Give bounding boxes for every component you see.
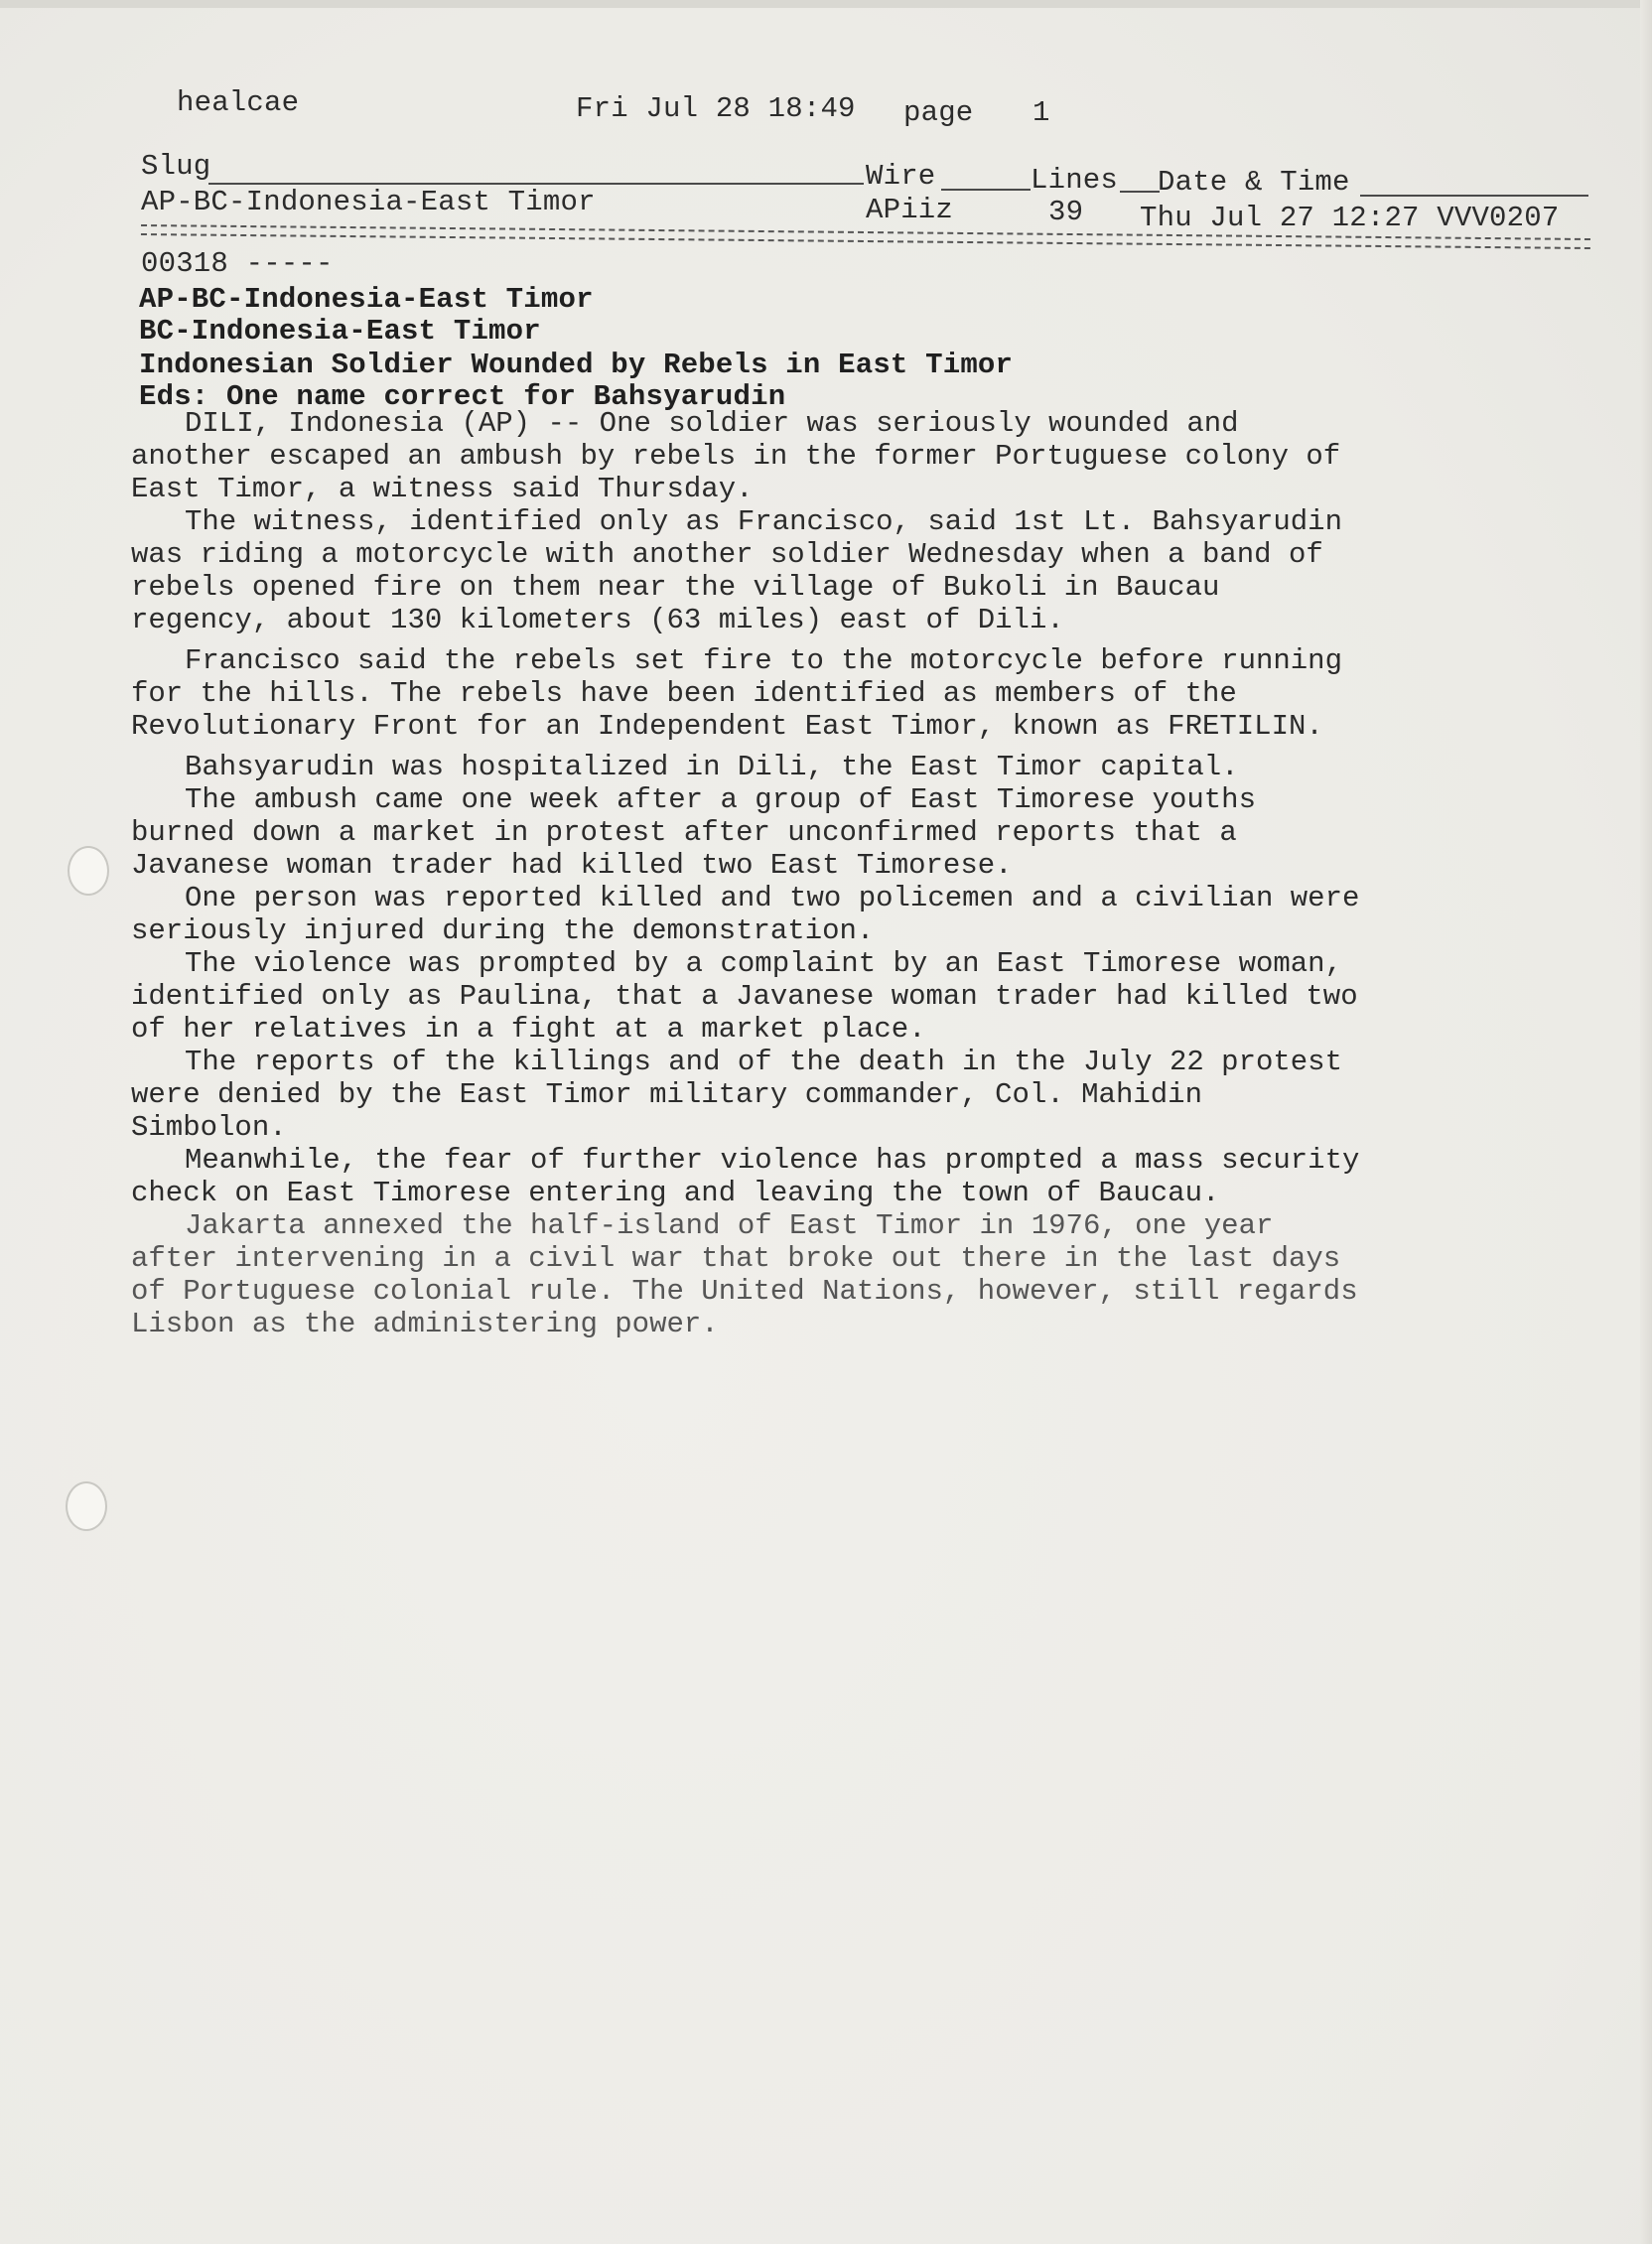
punch-hole — [68, 846, 109, 896]
story-slug-line-1: AP-BC-Indonesia-East Timor — [139, 283, 594, 316]
story-paragraph: The reports of the killings and of the death in the July 22 protest were denied by the East Timor military commander, Col. Mahidin Simbolon. — [131, 1046, 1342, 1144]
header-page-number: 1 — [1032, 96, 1050, 129]
story-paragraph: Jakarta annexed the half-island of East Timor in 1976, one year after intervening in a civil war that broke out there in the last days of Portuguese colonial rule. The United Nations, however, still regards Lisbon as the administering power. — [131, 1209, 1358, 1340]
date-time-label: Date & Time — [1158, 166, 1350, 199]
lines-value: 39 — [1048, 196, 1084, 228]
slug-label: Slug — [141, 150, 211, 183]
slug-underline — [208, 183, 864, 185]
story-paragraph: Meanwhile, the fear of further violence has prompted a mass security check on East Timorese entering and leaving the town of Baucau. — [131, 1144, 1360, 1209]
slug-value: AP-BC-Indonesia-East Timor — [141, 186, 596, 218]
story-paragraph: Bahsyarudin was hospitalized in Dili, the East Timor capital. — [185, 751, 1239, 783]
story-paragraph: The violence was prompted by a complaint by an East Timorese woman, identified only as Paulina, that a Javanese woman trader had killed two of her relatives in a fight at a market place. — [131, 947, 1358, 1046]
wire-underline — [941, 189, 1031, 191]
story-paragraph: Francisco said the rebels set fire to the motorcycle before running for the hills. The rebels have been identified as members of the Revolutionary Front for an Independent East Timor, known as FRETILIN. — [131, 644, 1342, 743]
lines-underline — [1120, 191, 1160, 193]
story-slug-line-2: BC-Indonesia-East Timor — [139, 315, 541, 348]
punch-hole — [66, 1481, 107, 1531]
date-time-underline — [1360, 195, 1588, 197]
header-page-label: page — [903, 96, 974, 129]
scan-edge — [0, 0, 1652, 8]
story-paragraph: The ambush came one week after a group of East Timorese youths burned down a market in protest after unconfirmed reports that a Javanese woman trader had killed two East Timorese. — [131, 783, 1256, 882]
story-headline: Indonesian Soldier Wounded by Rebels in East Timor — [139, 349, 1014, 381]
header-user: healcae — [177, 86, 300, 119]
story-paragraph: One person was reported killed and two policemen and a civilian were seriously injured during the demonstration. — [131, 882, 1360, 947]
story-paragraph: The witness, identified only as Francisco, said 1st Lt. Bahsyarudin was riding a motorcycle with another soldier Wednesday when a band of rebels opened fire on them near the village of Bukoli in Baucau regency, about 130 kilometers (63 miles) east of Dili. — [131, 505, 1342, 636]
story-paragraph: DILI, Indonesia (AP) -- One soldier was seriously wounded and another escaped an ambush by rebels in the former Portuguese colony of East Timor, a witness said Thursday. — [131, 407, 1341, 505]
lines-label: Lines — [1031, 164, 1119, 197]
date-time-value: Thu Jul 27 12:27 VVV0207 — [1140, 202, 1560, 234]
editors-note: Eds: One name correct for Bahsyarudin — [139, 380, 786, 413]
wire-value: APiiz — [866, 194, 954, 226]
header-datetime: Fri Jul 28 18:49 — [576, 92, 856, 125]
scan-edge-right — [1640, 0, 1652, 2244]
story-body — [131, 407, 1372, 1340]
wire-label: Wire — [866, 160, 936, 193]
story-id: 00318 ----- — [141, 247, 334, 280]
